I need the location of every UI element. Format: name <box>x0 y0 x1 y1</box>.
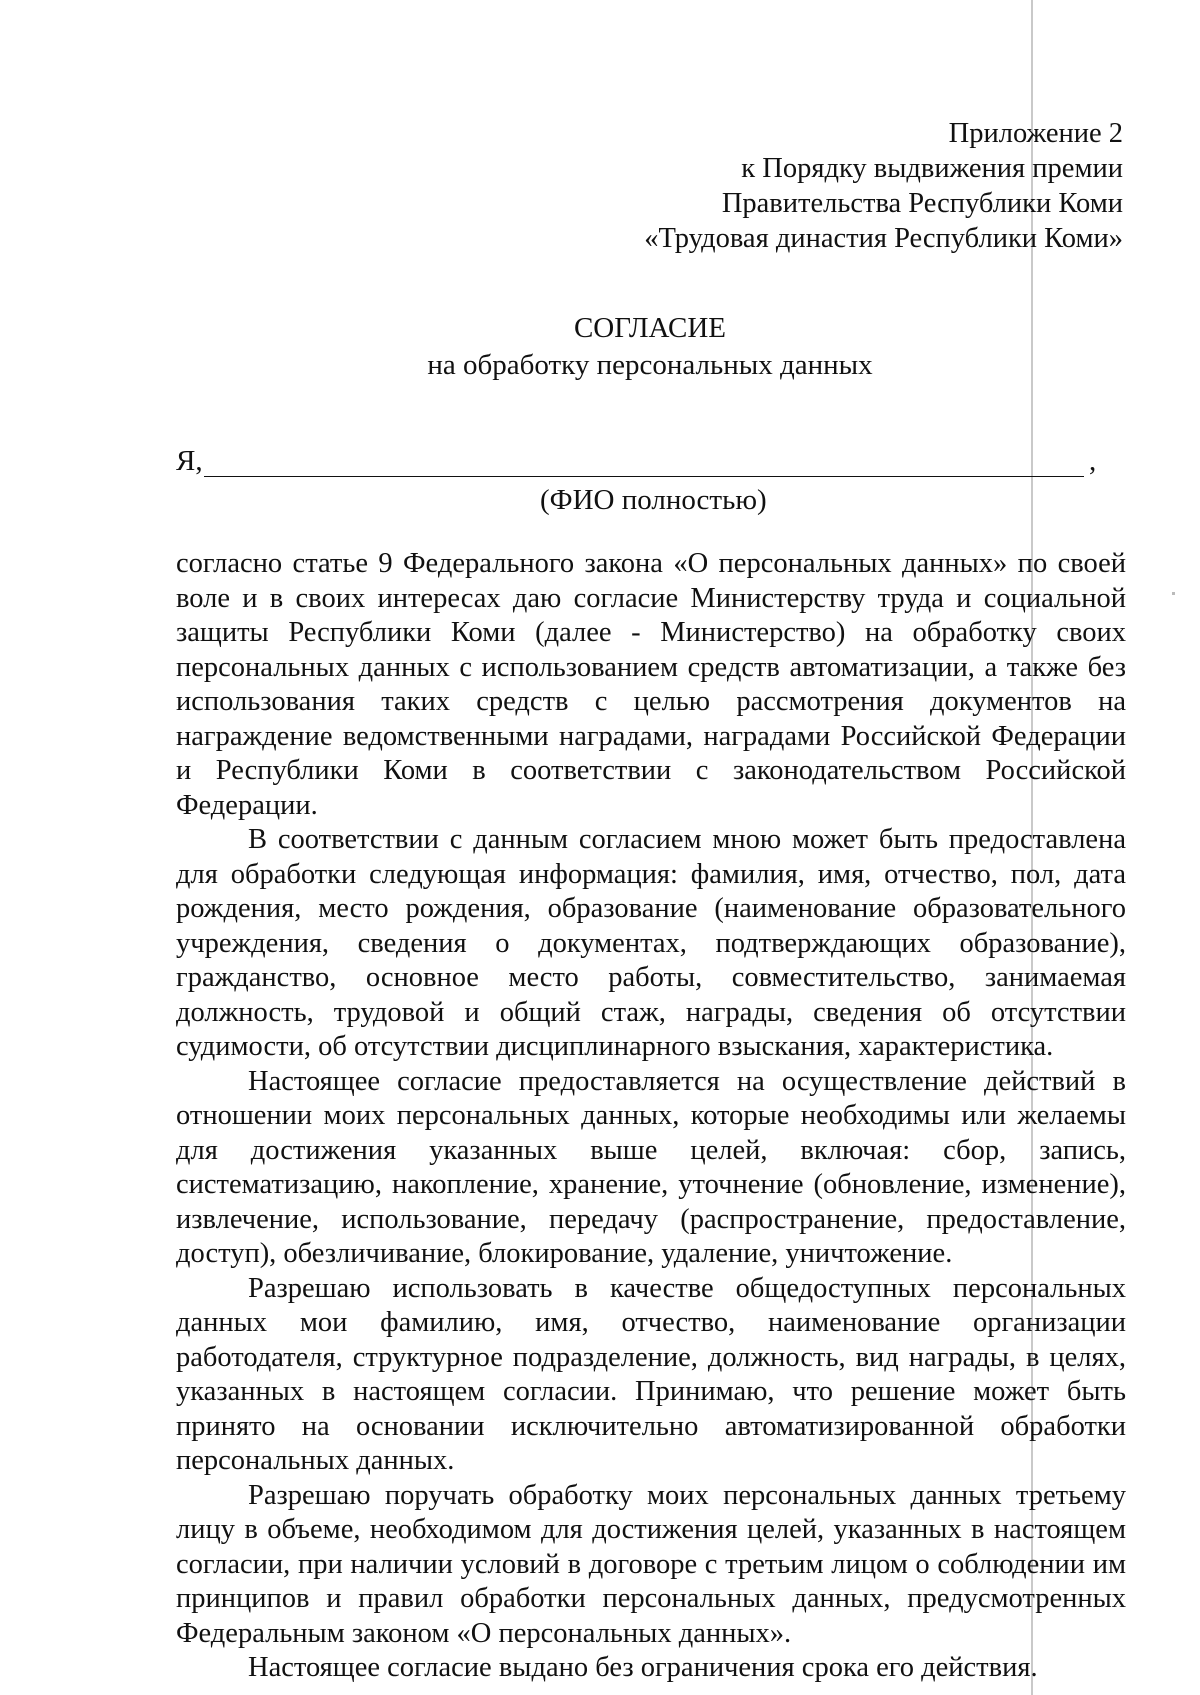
fio-blank-line[interactable] <box>204 476 1084 477</box>
paragraph-2: В соответствии с данным согласием мною может быть предоставлена для обработки следующая информация: фамилия, имя, отчество, пол, дата рождения, место рождения, образование (наименование образовательного учреждения, сведения о документах, подтверждающих образование), гражданство, основное место работы, совместительство, занимаемая должность, трудовой и общий стаж, награды, сведения об отсутствии судимости, об отсутствии дисциплинарного взыскания, характеристика. <box>176 824 1126 1062</box>
fio-row <box>176 443 1126 483</box>
scan-speck <box>1172 592 1175 595</box>
paragraph-6: Настоящее согласие выдано без ограничения срока его действия. <box>248 1652 1038 1683</box>
appendix-line-4: «Трудовая династия Республики Коми» <box>644 223 1123 254</box>
consent-body <box>176 547 1126 1686</box>
appendix-line-1: Приложение 2 <box>948 118 1123 149</box>
paragraph-3: Настоящее согласие предоставляется на осуществление действий в отношении моих персональных данных, которые необходимы или желаемы для достижения указанных выше целей, включая: сбор, запись, систематизацию, накопление, хранение, уточнение (обновление, изменение), извлечение, использование, передачу (распространение, предоставление, доступ), обезличивание, блокирование, удаление, уничтожение. <box>176 1065 1126 1269</box>
document-title-block <box>0 310 1200 384</box>
paragraph-4: Разрешаю использовать в качестве общедоступных персональных данных мои фамилию, имя, отчество, наименование организации работодателя, структурное подразделение, должность, вид награды, в целях, указанных в настоящем согласии. Принимаю, что решение может быть принято на основании исключительно автоматизированной обработки персональных данных. <box>176 1272 1126 1476</box>
paragraph-5: Разрешаю поручать обработку моих персональных данных третьему лицу в объеме, необходимом для достижения целей, указанных в настоящем согласии, при наличии условий в договоре с третьим лицом о соблюдении им принципов и правил обработки персональных данных, предусмотренных Федеральным законом «О персональных данных». <box>176 1479 1126 1649</box>
document-subtitle: на обработку персональных данных <box>427 349 873 381</box>
appendix-line-3: Правительства Республики Коми <box>721 188 1123 219</box>
fio-prefix: Я, <box>176 445 203 477</box>
fio-suffix: , <box>1089 445 1097 477</box>
appendix-line-2: к Порядку выдвижения премии <box>741 153 1123 184</box>
paragraph-1: согласно статье 9 Федерального закона «О персональных данных» по своей воле и в своих интересах даю согласие Министерству труда и социальной защиты Республики Коми (далее - Министерство) на обработку своих персональных данных с использованием средств автоматизации, а также без использования таких средств с целью рассмотрения документов на награждение ведомственными наградами, наградами Российской Федерации и Республики Коми в соответствии с законодательством Российской Федерации. <box>176 548 1126 821</box>
fio-hint: (ФИО полностью) <box>540 484 767 516</box>
document-title: СОГЛАСИЕ <box>573 312 727 344</box>
appendix-header <box>644 116 1123 256</box>
